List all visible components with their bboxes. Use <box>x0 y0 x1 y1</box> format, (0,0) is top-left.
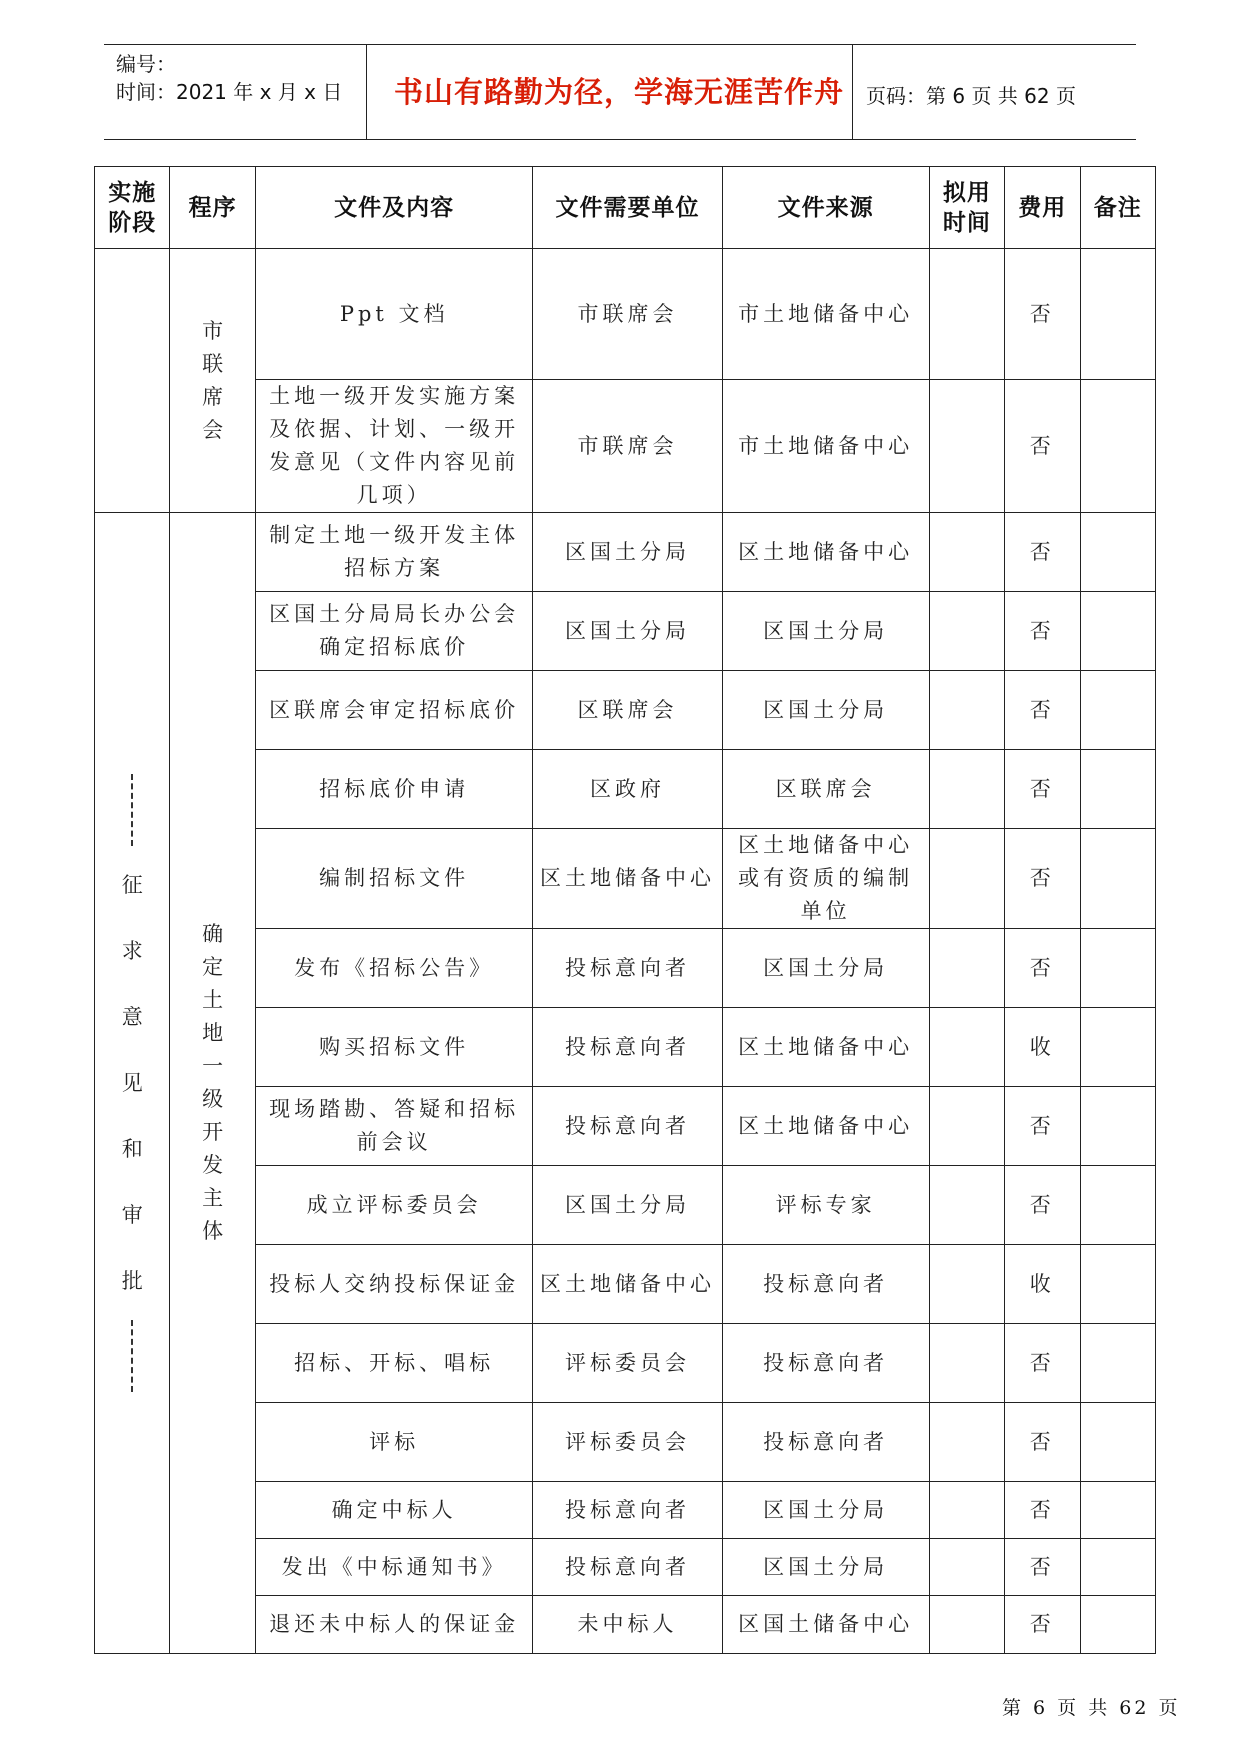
content-cell: 区联席会审定招标底价 <box>255 671 533 750</box>
time-cell <box>929 513 1004 592</box>
fee-cell: 否 <box>1005 1539 1080 1596</box>
note-cell <box>1080 513 1155 592</box>
program-text: 确定土地一级开发主体 <box>202 922 224 1243</box>
procedure-table <box>94 166 1156 1654</box>
unit-cell: 区土地储备中心 <box>533 829 722 929</box>
note-cell <box>1080 671 1155 750</box>
fee-cell: 否 <box>1005 1596 1080 1654</box>
time-cell <box>929 1482 1004 1539</box>
fee-cell: 否 <box>1005 1166 1080 1245</box>
fee-cell: 否 <box>1005 513 1080 592</box>
content-cell: 投标人交纳投标保证金 <box>255 1245 533 1324</box>
time-cell <box>929 1166 1004 1245</box>
note-cell <box>1080 929 1155 1008</box>
header-divider-left <box>366 45 367 140</box>
content-cell: 确定中标人 <box>255 1482 533 1539</box>
stage-dash-bottom <box>131 1320 134 1392</box>
source-cell: 市土地储备中心 <box>722 380 929 513</box>
unit-cell: 区国土分局 <box>533 592 722 671</box>
col-header-program: 程序 <box>170 167 255 249</box>
col-header-fee: 费用 <box>1005 167 1080 249</box>
header-page: 页码：第 6 页 共 62 页 <box>866 84 1076 108</box>
content-cell: 现场踏勘、答疑和招标前会议 <box>255 1087 533 1166</box>
content-cell: 招标底价申请 <box>255 750 533 829</box>
time-cell <box>929 671 1004 750</box>
fee-cell: 否 <box>1005 1324 1080 1403</box>
source-cell: 投标意向者 <box>722 1324 929 1403</box>
table-row <box>95 249 1156 380</box>
fee-cell: 否 <box>1005 592 1080 671</box>
time-cell <box>929 1245 1004 1324</box>
time-cell <box>929 1324 1004 1403</box>
col-header-time-text: 拟用时间 <box>942 179 991 236</box>
source-cell: 投标意向者 <box>722 1245 929 1324</box>
unit-cell: 投标意向者 <box>533 1539 722 1596</box>
content-cell: 编制招标文件 <box>255 829 533 929</box>
program-cell <box>170 249 255 513</box>
fee-cell: 否 <box>1005 929 1080 1008</box>
unit-cell: 投标意向者 <box>533 1008 722 1087</box>
header-bottom-rule <box>104 139 1136 140</box>
note-cell <box>1080 1539 1155 1596</box>
stage-cell <box>95 513 170 1654</box>
unit-cell: 区土地储备中心 <box>533 1245 722 1324</box>
time-cell <box>929 1539 1004 1596</box>
time-cell <box>929 829 1004 929</box>
fee-cell: 否 <box>1005 1087 1080 1166</box>
note-cell <box>1080 1324 1155 1403</box>
time-cell <box>929 929 1004 1008</box>
col-header-note: 备注 <box>1080 167 1155 249</box>
content-cell: 土地一级开发实施方案及依据、计划、一级开发意见（文件内容见前几项） <box>255 380 533 513</box>
note-cell <box>1080 1087 1155 1166</box>
unit-cell: 评标委员会 <box>533 1324 722 1403</box>
fee-cell: 否 <box>1005 249 1080 380</box>
note-cell <box>1080 1403 1155 1482</box>
content-cell: 区国土分局局长办公会确定招标底价 <box>255 592 533 671</box>
stage-cell-empty <box>95 249 170 513</box>
note-cell <box>1080 249 1155 380</box>
time-cell <box>929 1008 1004 1087</box>
fee-cell: 否 <box>1005 1403 1080 1482</box>
time-cell <box>929 750 1004 829</box>
unit-cell: 评标委员会 <box>533 1403 722 1482</box>
stage-text: 征求意见和审批 <box>121 873 143 1293</box>
fee-cell: 否 <box>1005 671 1080 750</box>
time-cell <box>929 1596 1004 1654</box>
source-cell: 区国土储备中心 <box>722 1596 929 1654</box>
content-cell: 退还未中标人的保证金 <box>255 1596 533 1654</box>
content-cell: 评标 <box>255 1403 533 1482</box>
unit-cell: 市联席会 <box>533 249 722 380</box>
content-cell: 招标、开标、唱标 <box>255 1324 533 1403</box>
header-time: 时间：2021 年 x 月 x 日 <box>116 80 343 104</box>
source-cell: 区土地储备中心 <box>722 513 929 592</box>
fee-cell: 否 <box>1005 829 1080 929</box>
program-text: 市联席会 <box>202 318 224 442</box>
source-cell: 评标专家 <box>722 1166 929 1245</box>
source-cell: 区国土分局 <box>722 1539 929 1596</box>
col-header-time <box>929 167 1004 249</box>
unit-cell: 投标意向者 <box>533 1482 722 1539</box>
source-cell: 区土地储备中心 <box>722 1087 929 1166</box>
col-header-content: 文件及内容 <box>255 167 533 249</box>
time-cell <box>929 380 1004 513</box>
unit-cell: 区国土分局 <box>533 1166 722 1245</box>
content-cell: 成立评标委员会 <box>255 1166 533 1245</box>
fee-cell: 否 <box>1005 1482 1080 1539</box>
source-cell: 市土地储备中心 <box>722 249 929 380</box>
note-cell <box>1080 1245 1155 1324</box>
source-cell: 区国土分局 <box>722 592 929 671</box>
fee-cell: 否 <box>1005 750 1080 829</box>
time-cell <box>929 1087 1004 1166</box>
note-cell <box>1080 1596 1155 1654</box>
time-cell <box>929 249 1004 380</box>
content-cell: 发出《中标通知书》 <box>255 1539 533 1596</box>
col-header-stage <box>95 167 170 249</box>
footer-page-number: 第 6 页 共 62 页 <box>1002 1697 1181 1719</box>
program-cell <box>170 513 255 1654</box>
unit-cell: 未中标人 <box>533 1596 722 1654</box>
unit-cell: 区国土分局 <box>533 513 722 592</box>
col-header-unit: 文件需要单位 <box>533 167 722 249</box>
content-cell: 购买招标文件 <box>255 1008 533 1087</box>
note-cell <box>1080 750 1155 829</box>
header-number: 编号： <box>116 52 176 76</box>
source-cell: 区土地储备中心或有资质的编制单位 <box>722 829 929 929</box>
unit-cell: 区联席会 <box>533 671 722 750</box>
unit-cell: 投标意向者 <box>533 1087 722 1166</box>
unit-cell: 投标意向者 <box>533 929 722 1008</box>
header-divider-right <box>852 45 853 140</box>
content-cell: Ppt 文档 <box>255 249 533 380</box>
unit-cell: 市联席会 <box>533 380 722 513</box>
table-row <box>95 513 1156 592</box>
header-motto: 书山有路勤为径，学海无涯苦作舟 <box>394 75 845 109</box>
note-cell <box>1080 829 1155 929</box>
time-cell <box>929 592 1004 671</box>
col-header-stage-text: 实施阶段 <box>108 179 157 236</box>
source-cell: 区联席会 <box>722 750 929 829</box>
content-cell: 制定土地一级开发主体招标方案 <box>255 513 533 592</box>
unit-cell: 区政府 <box>533 750 722 829</box>
source-cell: 区国土分局 <box>722 929 929 1008</box>
fee-cell: 收 <box>1005 1008 1080 1087</box>
stage-dash-top <box>131 774 134 846</box>
source-cell: 区国土分局 <box>722 1482 929 1539</box>
source-cell: 区土地储备中心 <box>722 1008 929 1087</box>
note-cell <box>1080 380 1155 513</box>
content-cell: 发布《招标公告》 <box>255 929 533 1008</box>
note-cell <box>1080 592 1155 671</box>
note-cell <box>1080 1482 1155 1539</box>
col-header-source: 文件来源 <box>722 167 929 249</box>
fee-cell: 收 <box>1005 1245 1080 1324</box>
note-cell <box>1080 1008 1155 1087</box>
header-top-rule <box>104 44 1136 45</box>
table-header-row <box>95 167 1156 249</box>
fee-cell: 否 <box>1005 380 1080 513</box>
source-cell: 投标意向者 <box>722 1403 929 1482</box>
time-cell <box>929 1403 1004 1482</box>
source-cell: 区国土分局 <box>722 671 929 750</box>
note-cell <box>1080 1166 1155 1245</box>
